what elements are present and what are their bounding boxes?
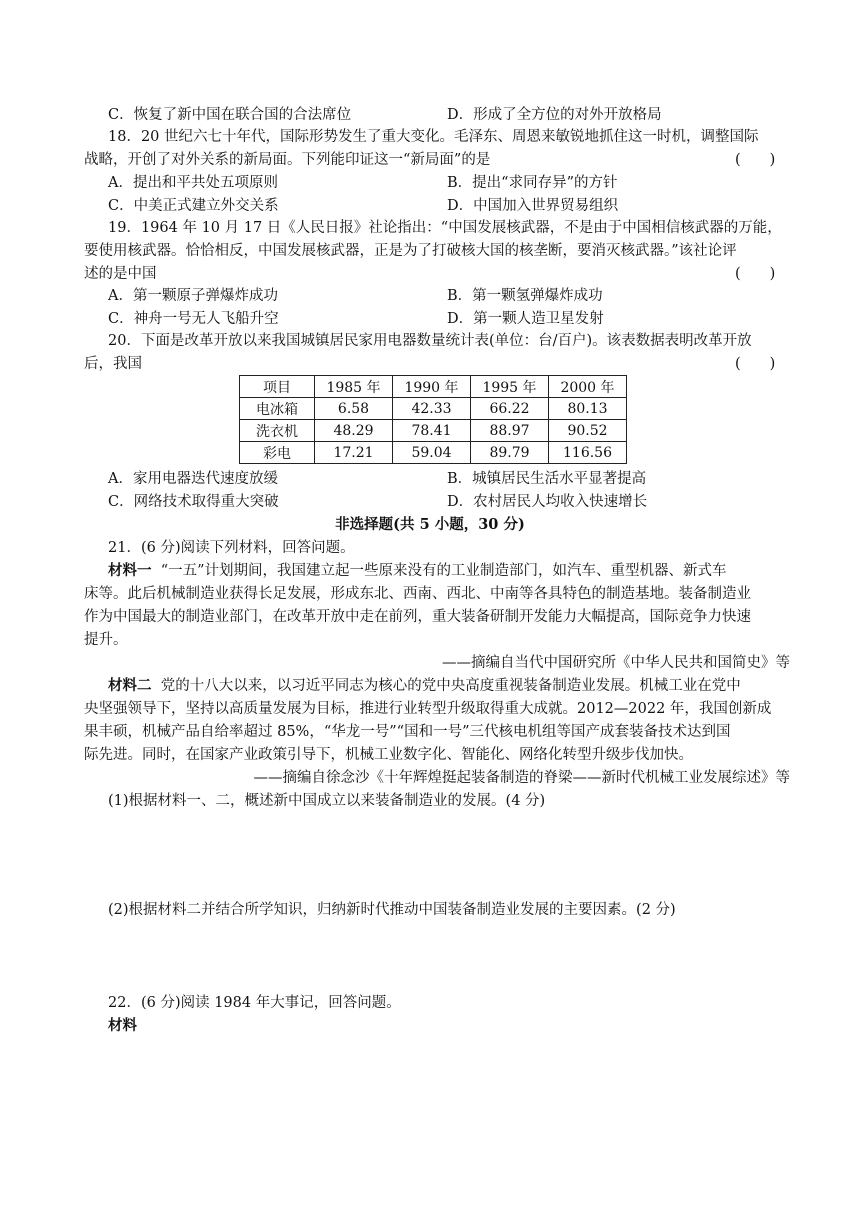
table-cell: 洗衣机 xyxy=(240,420,315,442)
q18-option-c: C．中美正式建立外交关系 xyxy=(108,198,279,214)
table-cell: 48.29 xyxy=(315,420,393,442)
section-title: 非选择题(共 5 小题，30 分) xyxy=(335,516,525,533)
table-row xyxy=(240,442,627,464)
table-header-row xyxy=(240,376,627,398)
table-cell: 6.58 xyxy=(315,398,393,420)
q20-stem-line-2: 后，我国 xyxy=(84,356,142,372)
q19-stem-line-1: 19．1964 年 10 月 17 日《人民日报》社论指出：“中国发展核武器，不是由于中国相信核武器的万能， xyxy=(108,220,782,236)
q21-material-2-line-4: 际先进。同时，在国家产业政策引导下，机械工业数字化、智能化、网络化转型升级步伐加快。 xyxy=(84,747,693,763)
q19-answer-paren: ( ) xyxy=(735,266,776,282)
q19-stem-line-2: 要使用核武器。恰恰相反，中国发展核武器，正是为了打破核大国的核垄断，要消灭核武器。”该社论评 xyxy=(84,243,737,259)
table-cell: 88.97 xyxy=(471,420,549,442)
answer-space-2[interactable] xyxy=(84,925,784,990)
table-cell: 59.04 xyxy=(393,442,471,464)
material-1-text: “一五”计划期间，我国建立起一些原来没有的工业制造部门，如汽车、重型机器、新式车 xyxy=(160,563,727,579)
answer-space-1[interactable] xyxy=(84,815,784,895)
q19-option-a: A．第一颗原子弹爆炸成功 xyxy=(108,288,278,304)
q18-option-d: D．中国加入世界贸易组织 xyxy=(447,198,619,214)
q21-stem: 21．(6 分)阅读下列材料，回答问题。 xyxy=(108,540,355,556)
table-cell: 电冰箱 xyxy=(240,398,315,420)
table-cell: 彩电 xyxy=(240,442,315,464)
q20-option-d: D．农村居民人均收入快速增长 xyxy=(447,494,648,510)
table-cell: 78.41 xyxy=(393,420,471,442)
q19-option-d: D．第一颗人造卫星发射 xyxy=(447,311,604,327)
table-header-cell: 1985 年 xyxy=(315,376,393,398)
material-2-text: 党的十八大以来，以习近平同志为核心的党中央高度重视装备制造业发展。机械工业在党中 xyxy=(160,678,741,694)
q18-answer-paren: ( ) xyxy=(735,152,776,168)
q21-material-2-line-1 xyxy=(108,676,741,696)
q21-material-1-line-1 xyxy=(108,561,727,581)
q18-option-a: A．提出和平共处五项原则 xyxy=(108,175,278,191)
table-cell: 17.21 xyxy=(315,442,393,464)
table-cell: 66.22 xyxy=(471,398,549,420)
table-header-cell: 项目 xyxy=(240,376,315,398)
q18-option-b: B．提出“求同存异”的方针 xyxy=(447,175,618,191)
q18-stem-line-1: 18．20 世纪六七十年代，国际形势发生了重大变化。毛泽东、周恩来敏锐地抓住这一时机，调整国际 xyxy=(108,129,759,145)
table-header-cell: 2000 年 xyxy=(549,376,627,398)
table-cell: 90.52 xyxy=(549,420,627,442)
q19-option-b: B．第一颗氢弹爆炸成功 xyxy=(447,288,603,304)
q21-material-1-line-3: 作为中国最大的制造业部门，在改革开放中走在前列，重大装备研制开发能力大幅提高，国际竞争力快速 xyxy=(84,609,751,625)
table-header-cell: 1990 年 xyxy=(393,376,471,398)
table-cell: 89.79 xyxy=(471,442,549,464)
q20-stem-line-1: 20．下面是改革开放以来我国城镇居民家用电器数量统计表(单位：台/百户)。该表数据表明改革开放 xyxy=(108,333,752,349)
q19-option-c: C．神舟一号无人飞船升空 xyxy=(108,311,279,327)
appliance-statistics-table xyxy=(239,375,627,464)
q21-material-2-line-2: 央坚强领导下，坚持以高质量发展为目标，推进行业转型升级取得重大成就。2012—2022 年，我国创新成 xyxy=(84,701,772,717)
q21-material-1-source: ——摘编自当代中国研究所《中华人民共和国简史》等 xyxy=(442,655,790,671)
material-1-label: 材料一 xyxy=(108,562,152,579)
table-header-cell: 1995 年 xyxy=(471,376,549,398)
table-cell: 80.13 xyxy=(549,398,627,420)
q20-option-c: C．网络技术取得重大突破 xyxy=(108,494,279,510)
table-row xyxy=(240,420,627,442)
q21-material-1-line-4: 提升。 xyxy=(84,632,128,648)
q20-answer-paren: ( ) xyxy=(735,356,776,372)
table-cell: 42.33 xyxy=(393,398,471,420)
q21-material-2-line-3: 果丰硕，机械产品自给率超过 85%，“华龙一号”“国和一号”三代核电机组等国产成套装备技术达到国 xyxy=(84,724,731,740)
q21-material-1-line-2: 床等。此后机械制造业获得长足发展，形成东北、西南、西北、中南等各具特色的制造基地。装备制造业 xyxy=(84,586,751,602)
q22-stem: 22．(6 分)阅读 1984 年大事记，回答问题。 xyxy=(108,995,401,1011)
q21-material-2-source: ——摘编自徐念沙《十年辉煌挺起装备制造的脊梁——新时代机械工业发展综述》等 xyxy=(253,770,790,786)
q21-subquestion-2: (2)根据材料二并结合所学知识，归纳新时代推动中国装备制造业发展的主要因素。(2 分) xyxy=(108,902,676,918)
q17-option-c: C．恢复了新中国在联合国的合法席位 xyxy=(108,107,352,123)
q18-stem-line-2: 战略，开创了对外关系的新局面。下列能印证这一“新局面”的是 xyxy=(84,152,491,168)
table-cell: 116.56 xyxy=(549,442,627,464)
material-2-label: 材料二 xyxy=(108,677,152,694)
q20-option-b: B．城镇居民生活水平显著提高 xyxy=(447,471,647,487)
q21-subquestion-1: (1)根据材料一、二，概述新中国成立以来装备制造业的发展。(4 分) xyxy=(108,793,546,809)
q17-option-d: D．形成了全方位的对外开放格局 xyxy=(447,107,662,123)
q22-material-label: 材料 xyxy=(108,1017,137,1034)
q19-stem-line-3: 述的是中国 xyxy=(84,266,157,282)
q20-option-a: A．家用电器迭代速度放缓 xyxy=(108,471,278,487)
table-row xyxy=(240,398,627,420)
